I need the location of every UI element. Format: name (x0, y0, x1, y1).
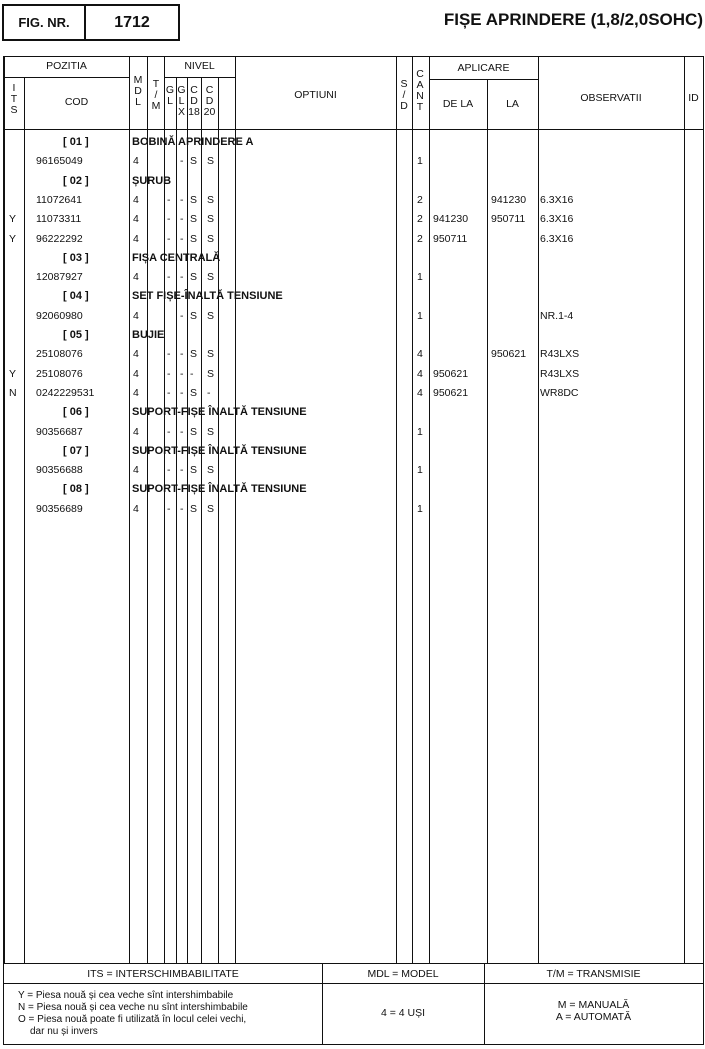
cell-cant: 2 (417, 193, 423, 206)
header-optiuni: OPTIUNI (294, 89, 337, 101)
cell-glx: - (180, 309, 184, 322)
part-row (4, 190, 703, 209)
cell-cd20: S (207, 271, 215, 284)
figure-label: FIG. NR. (4, 6, 86, 39)
cell-cant: 4 (417, 367, 423, 380)
cell-mdl: 4 (133, 271, 139, 284)
group-position: [ 01 ] (63, 136, 89, 148)
figure-number-box (2, 4, 180, 41)
cell-gl: - (167, 386, 171, 399)
cell-cd20: S (207, 348, 215, 361)
cell-cd18: - (190, 367, 194, 380)
cell-cod: 11073311 (36, 213, 82, 226)
group-position: [ 08 ] (63, 483, 89, 496)
cell-mdl: 4 (133, 425, 139, 438)
cell-obs: R43LXS (540, 367, 580, 380)
cell-cd20: S (207, 502, 215, 515)
group-name: BOBINĂ APRINDERE A (132, 136, 254, 148)
cell-mdl: 4 (133, 367, 139, 380)
cell-mdl: 4 (133, 232, 139, 245)
cell-cod: 90356689 (36, 502, 83, 515)
part-row (4, 306, 703, 325)
cell-mdl: 4 (133, 502, 139, 515)
cell-cod: 96165049 (36, 155, 83, 168)
cell-cd20: S (207, 232, 215, 245)
cell-mdl: 4 (133, 386, 139, 399)
cell-its: Y (9, 232, 17, 245)
cell-cd18: S (190, 213, 198, 226)
cell-cd20: S (207, 309, 215, 322)
cell-mdl: 4 (133, 464, 139, 477)
cell-cd18: S (190, 155, 198, 168)
cell-mdl: 4 (133, 348, 139, 361)
cell-cant: 2 (417, 232, 423, 245)
cell-cd18: S (190, 348, 198, 361)
cell-cant: 4 (417, 348, 423, 361)
cell-cod: 92060980 (36, 309, 83, 322)
header-id: ID (688, 92, 699, 104)
cell-cant: 1 (417, 502, 423, 515)
cell-obs: WR8DC (540, 386, 579, 399)
cell-gl: - (167, 271, 171, 284)
cell-glx: - (180, 386, 184, 399)
group-name: BUJIE (132, 329, 165, 341)
cell-gl: - (167, 213, 171, 226)
cell-cod: 90356687 (36, 425, 83, 438)
group-name: SUPORT-FIȘE ÎNALTĂ TENSIUNE (132, 406, 307, 419)
cell-de-la: 950711 (433, 232, 468, 245)
footer-tm-legend: M = MANUALĂ A = AUTOMATĂ (555, 999, 632, 1023)
header-its: I T S (10, 82, 18, 116)
header-observatii: OBSERVATII (580, 92, 642, 104)
part-row (4, 499, 703, 518)
group-position: [ 07 ] (63, 444, 89, 457)
group-row (4, 325, 703, 344)
cell-its: Y (9, 213, 17, 226)
cell-cd20: S (207, 213, 215, 226)
cell-cant: 2 (417, 213, 423, 226)
cell-cd18: S (190, 309, 198, 322)
cell-gl: - (167, 502, 171, 515)
cell-cd18: S (190, 232, 198, 245)
cell-gl: - (167, 367, 171, 380)
cell-obs: R43LXS (540, 348, 580, 361)
cell-la: 950621 (491, 348, 527, 361)
cell-glx: - (180, 367, 184, 380)
cell-la: 950711 (491, 213, 526, 226)
cell-mdl: 4 (133, 309, 139, 322)
footer-its-legend: Y = Piesa nouă și cea veche sînt intershimbabile N = Piesa nouă și cea veche nu sînt intershimbabile O = Piesa nouă poate fi utilizată în locul celei vechi, dar nu și invers (18, 990, 248, 1037)
cell-obs: 6.3X16 (540, 193, 574, 206)
part-row (4, 344, 703, 363)
group-position: [ 03 ] (63, 251, 89, 264)
cell-la: 941230 (491, 193, 527, 206)
cell-cd18: S (190, 502, 198, 515)
header-nivel: NIVEL (184, 60, 215, 72)
cell-its: N (9, 386, 17, 399)
cell-cd20: S (207, 193, 215, 206)
group-row (4, 441, 703, 460)
cell-obs: 6.3X16 (540, 232, 574, 245)
cell-mdl: 4 (133, 193, 139, 206)
cell-de-la: 941230 (433, 213, 469, 226)
cell-cd18: S (190, 271, 198, 284)
group-position: [ 06 ] (63, 406, 89, 419)
cell-glx: - (180, 213, 184, 226)
cell-cod: 12087927 (36, 271, 83, 284)
group-name: ȘURUB (132, 174, 172, 187)
cell-glx: - (180, 155, 184, 168)
cell-cant: 4 (417, 386, 423, 399)
cell-gl: - (167, 425, 171, 438)
cell-glx: - (180, 502, 184, 515)
cell-de-la: 950621 (433, 367, 469, 380)
footer-tm-title: T/M = TRANSMISIE (546, 968, 641, 980)
figure-number: 1712 (114, 13, 150, 31)
group-name: FIȘA CENTRALĂ (132, 251, 221, 264)
group-row (4, 286, 703, 305)
header-cant: C A N T (416, 68, 424, 113)
cell-cant: 1 (417, 271, 423, 284)
cell-cod: 25108076 (36, 367, 83, 380)
part-row (4, 422, 703, 441)
cell-obs: 6.3X16 (540, 213, 574, 226)
group-row (4, 248, 703, 267)
cell-glx: - (180, 193, 184, 206)
group-position: [ 04 ] (63, 290, 89, 303)
header-cod: COD (64, 96, 89, 108)
footer-mdl-value: 4 = 4 UȘI (380, 1007, 426, 1019)
group-name: SUPORT-FIȘE ÎNALTĂ TENSIUNE (132, 444, 307, 457)
parts-table (3, 56, 704, 1045)
header-pozitia: POZITIA (46, 60, 87, 72)
header-sd: S / D (400, 78, 408, 112)
cell-cd18: S (190, 386, 198, 399)
footer-its-title: ITS = INTERSCHIMBABILITATE (87, 968, 239, 980)
group-name: SET FIȘE-ÎNALTĂ TENSIUNE (132, 290, 283, 303)
header-tm: T / M (151, 78, 161, 112)
part-row (4, 364, 703, 383)
header-cd20: C D 20 (203, 84, 216, 118)
part-row (4, 460, 703, 479)
cell-cd20: S (207, 464, 215, 477)
cell-cd20: S (207, 425, 215, 438)
group-row (4, 479, 703, 498)
cell-glx: - (180, 232, 184, 245)
cell-cant: 1 (417, 425, 423, 438)
cell-cd18: S (190, 193, 198, 206)
cell-cd18: S (190, 464, 198, 477)
header-cd18: C D 18 (188, 84, 200, 118)
part-row (4, 267, 703, 286)
group-position: [ 02 ] (63, 174, 89, 187)
page-title: FIȘE APRINDERE (1,8/2,0SOHC) (443, 10, 703, 29)
cell-gl: - (167, 232, 171, 245)
header-gl: G L (165, 84, 175, 107)
cell-cod: 25108076 (36, 348, 83, 361)
cell-obs: NR.1-4 (540, 309, 574, 322)
cell-cant: 1 (417, 464, 423, 477)
header-glx: G L X (177, 84, 186, 118)
cell-glx: - (180, 425, 184, 438)
cell-mdl: 4 (133, 213, 139, 226)
cell-de-la: 950621 (433, 386, 469, 399)
group-position: [ 05 ] (63, 329, 89, 341)
cell-cd20: - (207, 386, 211, 399)
header-aplicare: APLICARE (457, 62, 510, 74)
part-row (4, 383, 703, 402)
header-mdl: M D L (133, 74, 143, 108)
part-row (4, 229, 703, 248)
group-row (4, 402, 703, 421)
cell-cant: 1 (417, 155, 423, 168)
cell-cd20: S (207, 367, 215, 380)
cell-mdl: 4 (133, 155, 139, 168)
header-la: LA (506, 98, 519, 110)
group-row (4, 132, 703, 151)
group-row (4, 171, 703, 190)
cell-cod: 0242229531 (36, 386, 95, 399)
footer-mdl-title: MDL = MODEL (367, 968, 439, 980)
group-name: SUPORT-FIȘE ÎNALTĂ TENSIUNE (132, 483, 307, 496)
header-de-la: DE LA (442, 98, 474, 110)
cell-gl: - (167, 348, 171, 361)
cell-cd18: S (190, 425, 198, 438)
cell-its: Y (9, 367, 17, 380)
cell-gl: - (167, 193, 171, 206)
cell-cod: 11072641 (36, 193, 82, 206)
cell-glx: - (180, 271, 184, 284)
cell-cd20: S (207, 155, 215, 168)
cell-glx: - (180, 348, 184, 361)
cell-glx: - (180, 464, 184, 477)
cell-cant: 1 (417, 309, 423, 322)
cell-cod: 90356688 (36, 464, 83, 477)
cell-cod: 96222292 (36, 232, 83, 245)
part-row (4, 209, 703, 228)
part-row (4, 151, 703, 170)
cell-gl: - (167, 464, 171, 477)
